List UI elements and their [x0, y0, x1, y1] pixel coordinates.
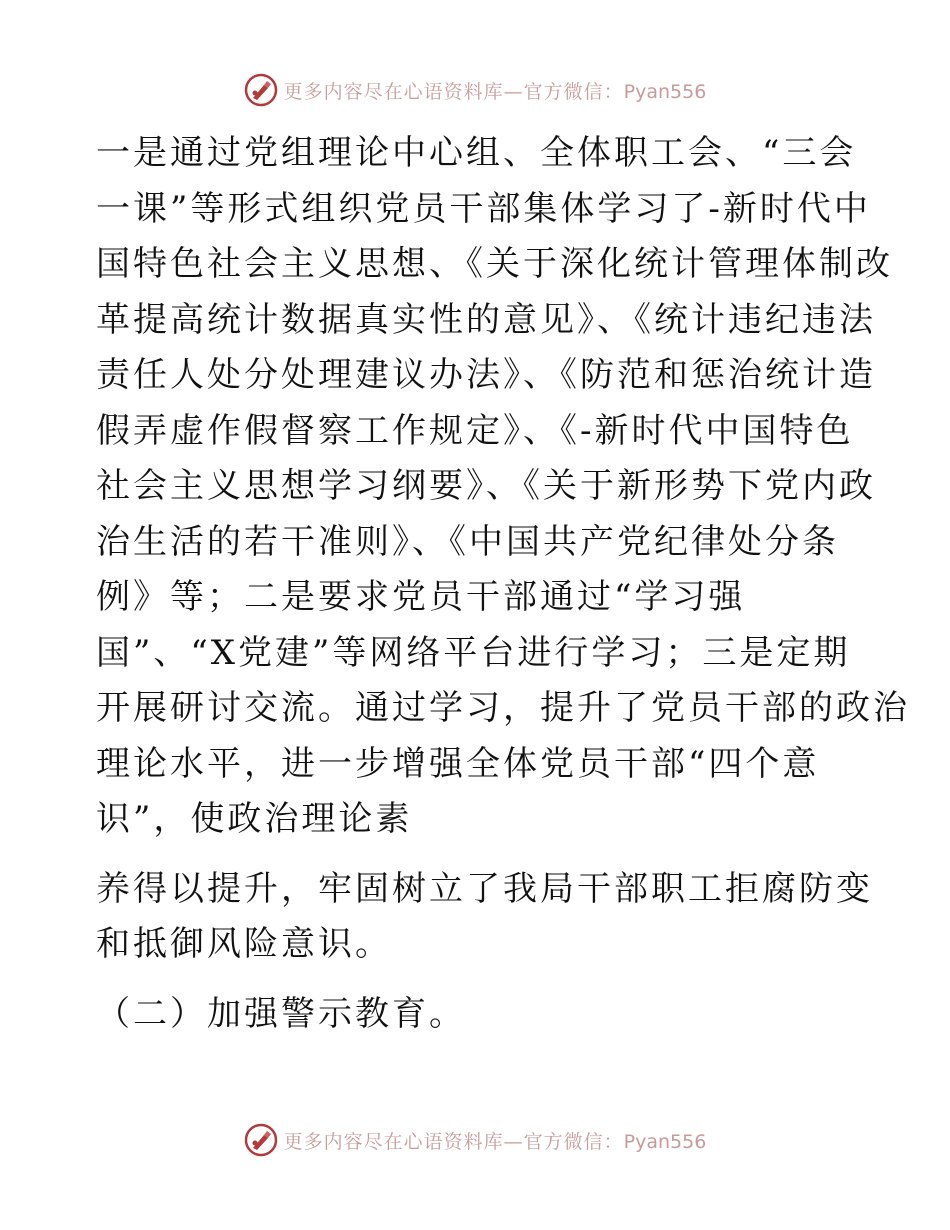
text-line: 理论水平，进一步增强全体党员干部“四个意	[96, 743, 820, 784]
watermark-text: 更多内容尽在心语资料库—官方微信：Pyan556	[283, 80, 707, 103]
footer-watermark	[0, 1120, 950, 1160]
text-line: 国”、“X党建”等网络平台进行学习；三是定期	[96, 632, 851, 673]
text-line: 和抵御风险意识。	[96, 924, 392, 964]
text-line: 国特色社会主义思想、《关于深化统计管理体制改	[96, 244, 893, 284]
watermark-text: 更多内容尽在心语资料库—官方微信：Pyan556	[283, 1130, 707, 1153]
text-line: （二）加强警示教育。	[96, 993, 466, 1034]
paragraph-2	[96, 862, 873, 973]
header-watermark	[0, 70, 950, 110]
text-line: 治生活的若干准则》、《中国共产党纪律处分条	[96, 521, 839, 562]
pen-logo-icon	[244, 1123, 278, 1157]
paragraph-1	[96, 126, 910, 848]
document-body	[96, 126, 910, 1042]
pen-logo-icon	[244, 73, 278, 107]
text-line: 一课”等形式组织党员干部集体学习了-新时代中	[96, 188, 871, 229]
text-line: 社会主义思想学习纲要》、《关于新形势下党内政	[96, 466, 876, 506]
text-line: 开展研讨交流。通过学习，提升了党员干部的政治	[96, 688, 910, 728]
text-line: 革提高统计数据真实性的意见》、《统计违纪违法	[96, 299, 876, 340]
text-line: 识”，使政治理论素	[96, 799, 413, 839]
text-line: 养得以提升，牢固树立了我局干部职工拒腐防变	[96, 868, 873, 909]
section-heading	[96, 987, 856, 1043]
text-line: 假弄虚作假督察工作规定》、《-新时代中国特色	[96, 410, 854, 451]
text-line: 例》等；二是要求党员干部通过“学习强	[96, 577, 746, 617]
text-line: 责任人处分处理建议办法》、《防范和惩治统计造	[96, 355, 876, 395]
text-line: 一是通过党组理论中心组、全体职工会、“三会	[96, 133, 857, 173]
